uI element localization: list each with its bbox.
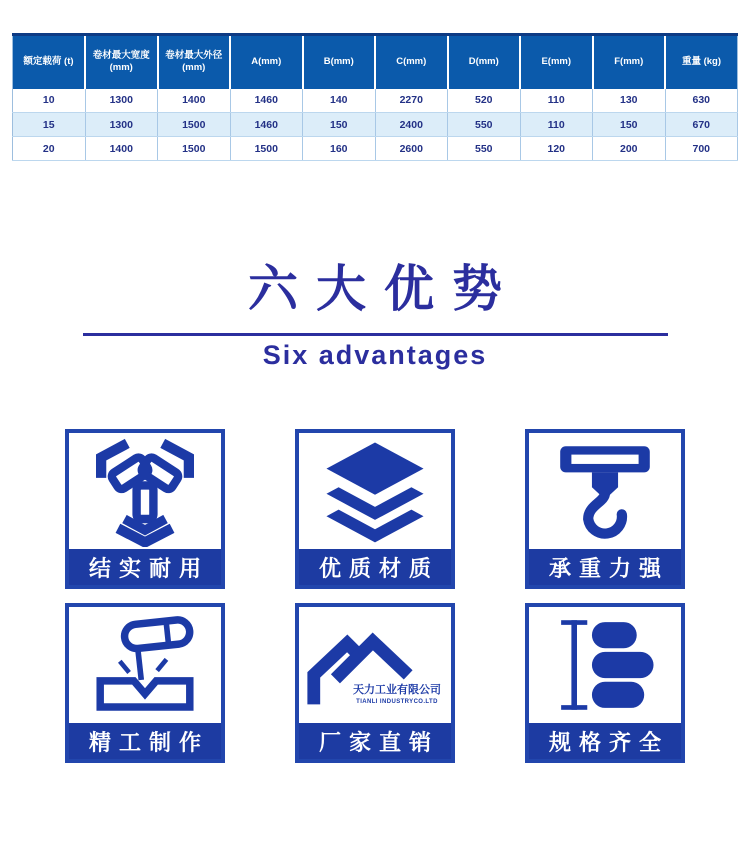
column-header: 重量 (kg) (665, 35, 738, 89)
advantages-grid (0, 429, 750, 763)
table-cell: 1500 (158, 137, 231, 161)
column-header: B(mm) (303, 35, 376, 89)
table-cell: 160 (303, 137, 376, 161)
advantage-label: 厂家直销 (299, 723, 451, 759)
table-cell: 1400 (85, 137, 158, 161)
table-cell: 1500 (158, 113, 231, 137)
table-cell: 700 (665, 137, 738, 161)
company-name-en: TIANLI INDUSTRYCO.LTD (356, 699, 438, 705)
table-cell: 1460 (230, 113, 303, 137)
table-cell: 2600 (375, 137, 448, 161)
column-header: 额定载荷 (t) (13, 35, 86, 89)
advantage-tile-craft (65, 603, 225, 763)
welding-icon (69, 607, 221, 723)
stacked-layers-icon (299, 433, 451, 549)
table-cell: 200 (593, 137, 666, 161)
table-cell: 1300 (85, 89, 158, 113)
table-row (13, 89, 738, 113)
title-divider (83, 333, 668, 336)
table-cell: 20 (13, 137, 86, 161)
column-header: A(mm) (230, 35, 303, 89)
table-row (13, 137, 738, 161)
table-cell: 1400 (158, 89, 231, 113)
column-header: E(mm) (520, 35, 593, 89)
factory-roof-icon (299, 607, 451, 723)
spec-table-body (13, 89, 738, 161)
table-cell: 110 (520, 89, 593, 113)
table-cell: 150 (593, 113, 666, 137)
table-cell: 110 (520, 113, 593, 137)
table-cell: 10 (13, 89, 86, 113)
advantage-tile-load (525, 429, 685, 589)
sizes-range-icon (529, 607, 681, 723)
table-cell: 670 (665, 113, 738, 137)
column-header: 卷材最大宽度 (mm) (85, 35, 158, 89)
advantage-tile-material (295, 429, 455, 589)
table-cell: 150 (303, 113, 376, 137)
table-cell: 1300 (85, 113, 158, 137)
table-cell: 140 (303, 89, 376, 113)
advantage-label: 结实耐用 (69, 549, 221, 585)
advantage-tile-sizes (525, 603, 685, 763)
advantage-tile-factory (295, 603, 455, 763)
section-title-zh: 六大优势 (248, 261, 520, 317)
table-cell: 520 (448, 89, 521, 113)
spec-table-section (12, 33, 738, 161)
advantage-label: 承重力强 (529, 549, 681, 585)
table-cell: 130 (593, 89, 666, 113)
table-cell: 630 (665, 89, 738, 113)
company-name-zh: 天力工业有限公司 (353, 684, 441, 696)
spec-table-head (13, 35, 738, 89)
advantage-label: 精工制作 (69, 723, 221, 759)
section-title-en: Six advantages (262, 340, 488, 370)
advantage-label: 优质材质 (299, 549, 451, 585)
table-cell: 15 (13, 113, 86, 137)
column-header: 卷材最大外径 (mm) (158, 35, 231, 89)
chain-links-icon (69, 433, 221, 549)
table-cell: 1460 (230, 89, 303, 113)
spec-table-header-row (13, 35, 738, 89)
advantage-tile-durable (65, 429, 225, 589)
column-header: F(mm) (593, 35, 666, 89)
table-cell: 550 (448, 137, 521, 161)
column-header: C(mm) (375, 35, 448, 89)
spec-table (12, 33, 738, 161)
crane-hook-icon (529, 433, 681, 549)
column-header: D(mm) (448, 35, 521, 89)
table-cell: 120 (520, 137, 593, 161)
company-logo (346, 681, 448, 705)
table-cell: 550 (448, 113, 521, 137)
table-cell: 1500 (230, 137, 303, 161)
table-row (13, 113, 738, 137)
table-cell: 2270 (375, 89, 448, 113)
advantage-label: 规格齐全 (529, 723, 681, 759)
table-cell: 2400 (375, 113, 448, 137)
